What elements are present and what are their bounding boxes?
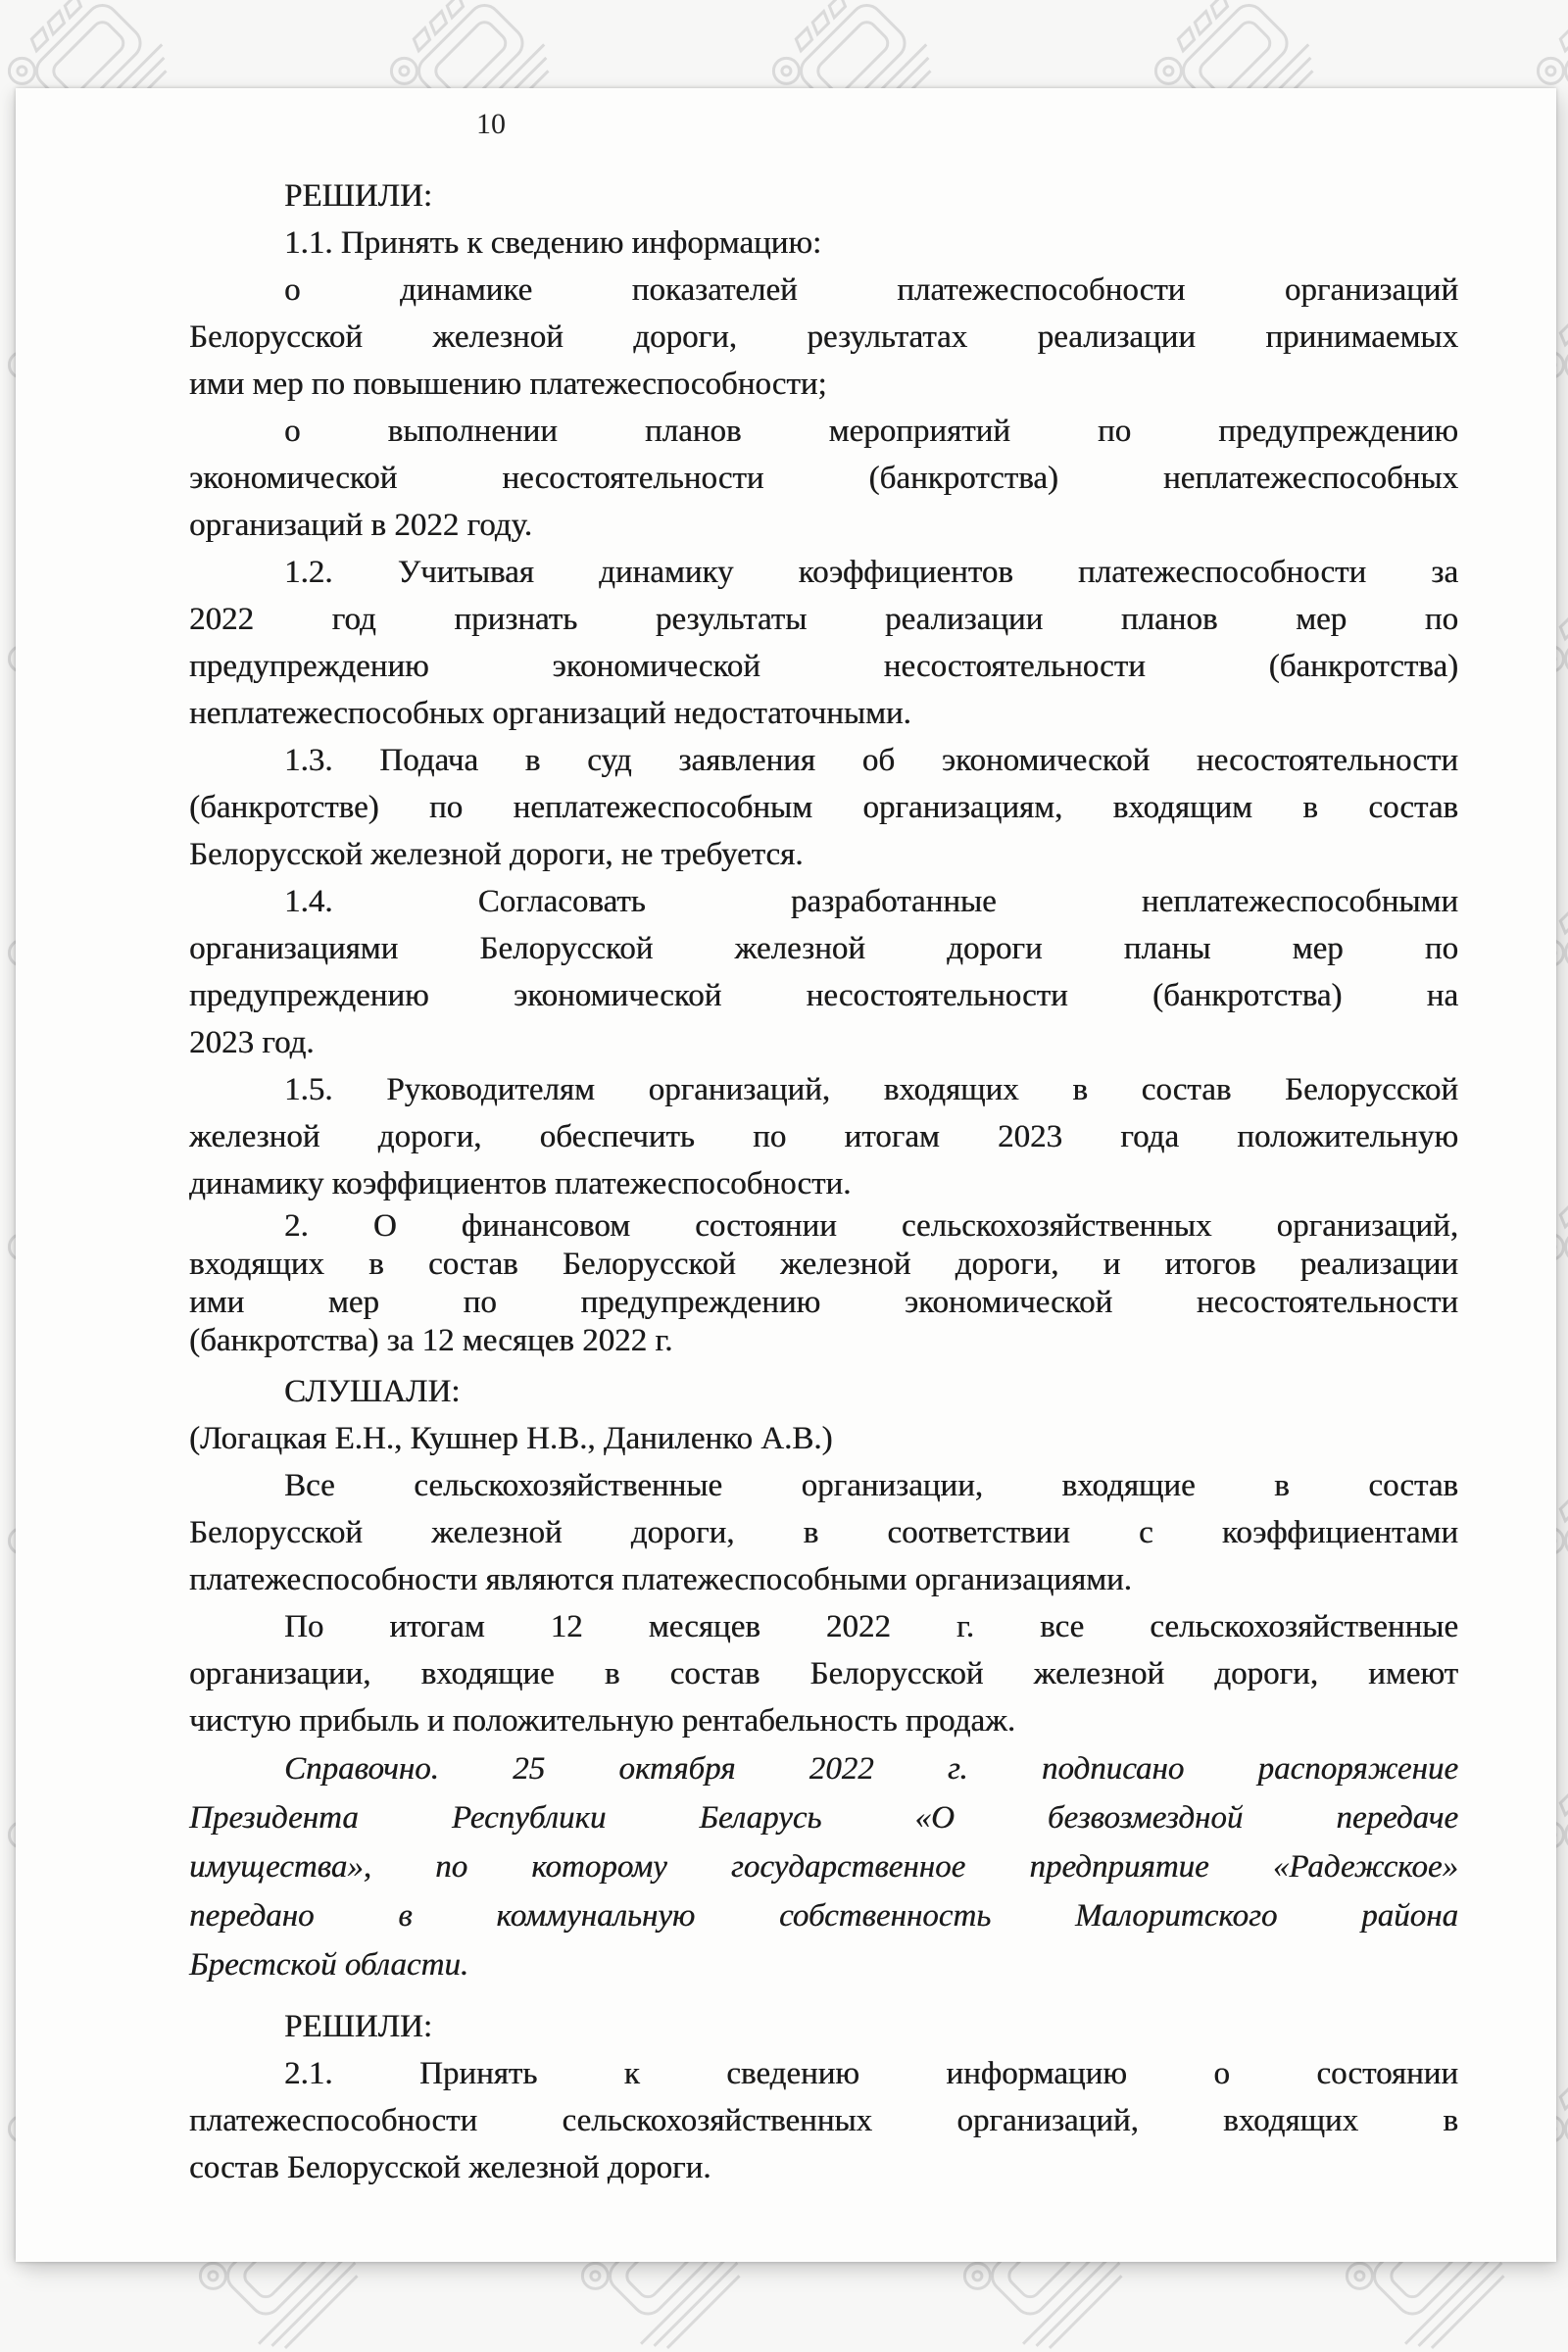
item-1-5 — [189, 1066, 1458, 1207]
text-line: Все сельскохозяйственные организации, входящие в состав — [284, 1468, 1458, 1503]
para-all-orgs — [189, 1462, 1458, 1603]
document-body — [189, 172, 1458, 2191]
text-line: 2022 год признать результаты реализации планов мер по — [189, 602, 1458, 637]
text-line: организациями Белорусской железной дороги планы мер по — [189, 931, 1458, 966]
text-line: организации, входящие в состав Белорусской железной дороги, имеют — [189, 1656, 1458, 1691]
para-reference — [189, 1744, 1458, 1989]
text-line: Белорусской железной дороги, не требуется. — [189, 837, 804, 872]
text-line: передано в коммунальную собственность Малоритского района — [189, 1898, 1458, 1934]
item-1-1-dynamics — [189, 267, 1458, 408]
text-line: 2.1. Принять к сведению информацию о состоянии — [284, 2056, 1458, 2091]
para-results — [189, 1603, 1458, 1744]
speakers — [189, 1415, 1458, 1462]
text-line: чистую прибыль и положительную рентабельность продаж. — [189, 1703, 1016, 1739]
text-line: 1.1. Принять к сведению информацию: — [284, 225, 822, 261]
text-line: 2023 год. — [189, 1025, 315, 1060]
heard-heading — [189, 1368, 1458, 1415]
text-line: ими мер по повышению платежеспособности; — [189, 367, 827, 402]
item-1-2 — [189, 549, 1458, 737]
text-line: Белорусской железной дороги, в соответствии с коэффициентами — [189, 1515, 1458, 1550]
text-line: ими мер по предупреждению экономической несостоятельности — [189, 1285, 1458, 1320]
text-line: предупреждению экономической несостоятельности (банкротства) на — [189, 978, 1458, 1013]
text-line: 1.2. Учитывая динамику коэффициентов платежеспособности за — [284, 555, 1458, 590]
text-line: 1.5. Руководителям организаций, входящих в состав Белорусской — [284, 1072, 1458, 1107]
text-line: 1.3. Подача в суд заявления об экономической несостоятельности — [284, 743, 1458, 778]
item-1-4 — [189, 878, 1458, 1066]
text-line: (банкротстве) по неплатежеспособным организациям, входящим в состав — [189, 790, 1458, 825]
text-line: Президента Республики Беларусь «О безвозмездной передаче — [189, 1800, 1458, 1836]
text-line: железной дороги, обеспечить по итогам 2023 года положительную — [189, 1119, 1458, 1154]
text-line: 2. О финансовом состоянии сельскохозяйственных организаций, — [284, 1208, 1458, 1244]
text-line: Справочно. 25 октября 2022 г. подписано распоряжение — [284, 1751, 1458, 1787]
text-line: (банкротства) за 12 месяцев 2022 г. — [189, 1323, 673, 1358]
text-line: экономической несостоятельности (банкротства) неплатежеспособных — [189, 461, 1458, 496]
text-line: Белорусской железной дороги, результатах реализации принимаемых — [189, 319, 1458, 355]
text-line: о выполнении планов мероприятий по предупреждению — [284, 414, 1458, 449]
item-1-1-plans — [189, 408, 1458, 549]
text-line: платежеспособности являются платежеспособными организациями. — [189, 1562, 1132, 1597]
text-line: По итогам 12 месяцев 2022 г. все сельскохозяйственные — [284, 1609, 1458, 1644]
text-line: состав Белорусской железной дороги. — [189, 2150, 711, 2185]
page-number: 10 — [476, 108, 506, 140]
resolved-heading-1 — [189, 172, 1458, 220]
text-line: динамику коэффициентов платежеспособности. — [189, 1166, 852, 1201]
text-line: (Логацкая Е.Н., Кушнер Н.В., Даниленко А.В.) — [189, 1421, 833, 1456]
document-page — [16, 88, 1556, 2262]
text-line: имущества», по которому государственное предприятие «Радежское» — [189, 1849, 1458, 1885]
resolved-heading-2 — [189, 2003, 1458, 2050]
item-2-agenda — [189, 1207, 1458, 1360]
text-line: платежеспособности сельскохозяйственных организаций, входящих в — [189, 2103, 1458, 2138]
text-line: о динамике показателей платежеспособности организаций — [284, 272, 1458, 308]
text-line: РЕШИЛИ: — [284, 178, 433, 214]
text-line: неплатежеспособных организаций недостаточными. — [189, 696, 911, 731]
text-line: РЕШИЛИ: — [284, 2009, 433, 2044]
text-line: Брестской области. — [189, 1947, 469, 1983]
item-1-3 — [189, 737, 1458, 878]
text-line: СЛУШАЛИ: — [284, 1374, 461, 1409]
item-1-1 — [189, 220, 1458, 267]
text-line: 1.4. Согласовать разработанные неплатежеспособными — [284, 884, 1458, 919]
text-line: организаций в 2022 году. — [189, 508, 532, 543]
text-line: входящих в состав Белорусской железной дороги, и итогов реализации — [189, 1247, 1458, 1282]
text-line: предупреждению экономической несостоятельности (банкротства) — [189, 649, 1458, 684]
item-2-1 — [189, 2050, 1458, 2191]
